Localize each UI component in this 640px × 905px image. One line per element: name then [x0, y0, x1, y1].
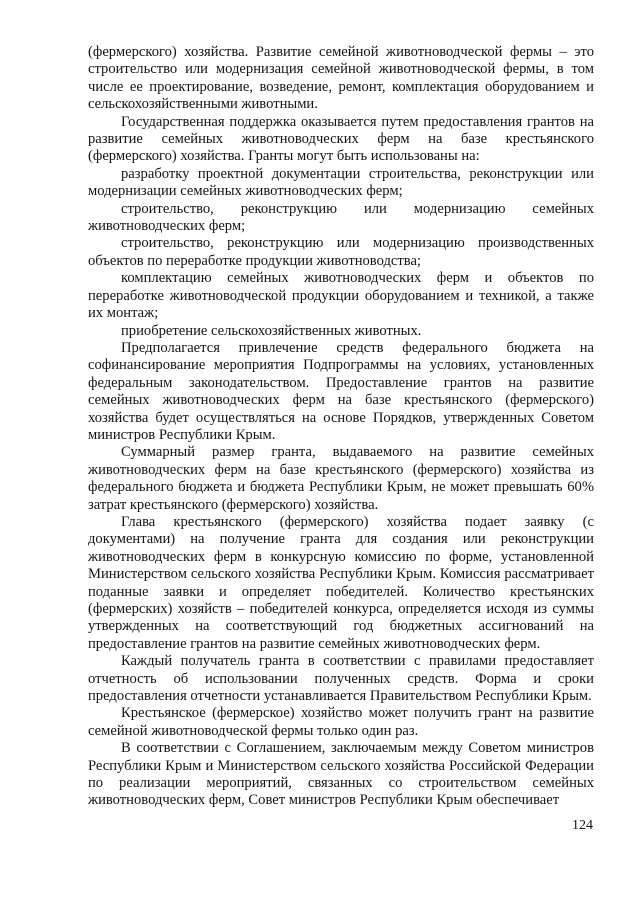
paragraph: Государственная поддержка оказывается путем предоставления грантов на развитие семейных животноводческих ферм на базе крестьянского (фермерского) хозяйства. Гранты могут быть использованы на: [88, 113, 594, 165]
page-number: 124 [572, 818, 593, 833]
paragraph: разработку проектной документации строительства, реконструкции или модернизации семейных животноводческих ферм; [88, 165, 594, 200]
paragraph: строительство, реконструкцию или модернизацию семейных животноводческих ферм; [88, 200, 594, 235]
paragraph: Суммарный размер гранта, выдаваемого на развитие семейных животноводческих ферм на базе крестьянского (фермерского) хозяйства из федерального бюджета и бюджета Республики Крым, не может превышать 60% затрат крестьянского (фермерского) хозяйства. [88, 444, 594, 513]
paragraph: Крестьянское (фермерское) хозяйство может получить грант на развитие семейной животноводческой фермы только один раз. [88, 705, 594, 739]
paragraph: В соответствии с Соглашением, заключаемым между Советом министров Республики Крым и Министерством сельского хозяйства Российской Федерации по реализации мероприятий, связанных со строительством семейных животноводческих ферм, Совет министров Республики Крым обеспечивает [88, 740, 594, 809]
paragraph: строительство, реконструкцию или модернизацию производственных объектов по переработке продукции животноводства; [88, 235, 594, 269]
paragraph: (фермерского) хозяйства. Развитие семейной животноводческой фермы – это строительство или модернизация семейной животноводческой фермы, в том числе ее проектирование, возведение, ремонт, комплектация оборудованием и сельскохозяйственными животными. [88, 44, 594, 113]
paragraph: Каждый получатель гранта в соответствии с правилами предоставляет отчетность об использовании полученных средств. Форма и сроки предоставления отчетности устанавливается Правительством Республики Крым. [88, 653, 594, 705]
body-text [88, 44, 594, 810]
paragraph: Предполагается привлечение средств федерального бюджета на софинансирование мероприятия Подпрограммы на условиях, установленных федеральным законодательством. Предоставление грантов на развитие семейных животноводческих ферм на базе крестьянского (фермерского) хозяйства будет осуществляться на основе Порядков, утвержденных Советом министров Республики Крым. [88, 339, 594, 443]
paragraph: приобретение сельскохозяйственных животных. [121, 322, 422, 339]
paragraph: комплектацию семейных животноводческих ферм и объектов по переработке животноводческой продукции оборудованием и техникой, а также их монтаж; [88, 270, 594, 322]
paragraph: Глава крестьянского (фермерского) хозяйства подает заявку (с документами) на получение гранта для создания или реконструкции животноводческих ферм в конкурсную комиссию по форме, установленной Министерством сельского хозяйства Республики Крым. Комиссия рассматривает поданные заявки и определяет победителей. Количество крестьянских (фермерских) хозяйств – победителей конкурса, определяется исходя из суммы утвержденных на соответствующий год бюджетных ассигнований на предоставление грантов на развитие семейных животноводческих ферм. [88, 513, 594, 652]
